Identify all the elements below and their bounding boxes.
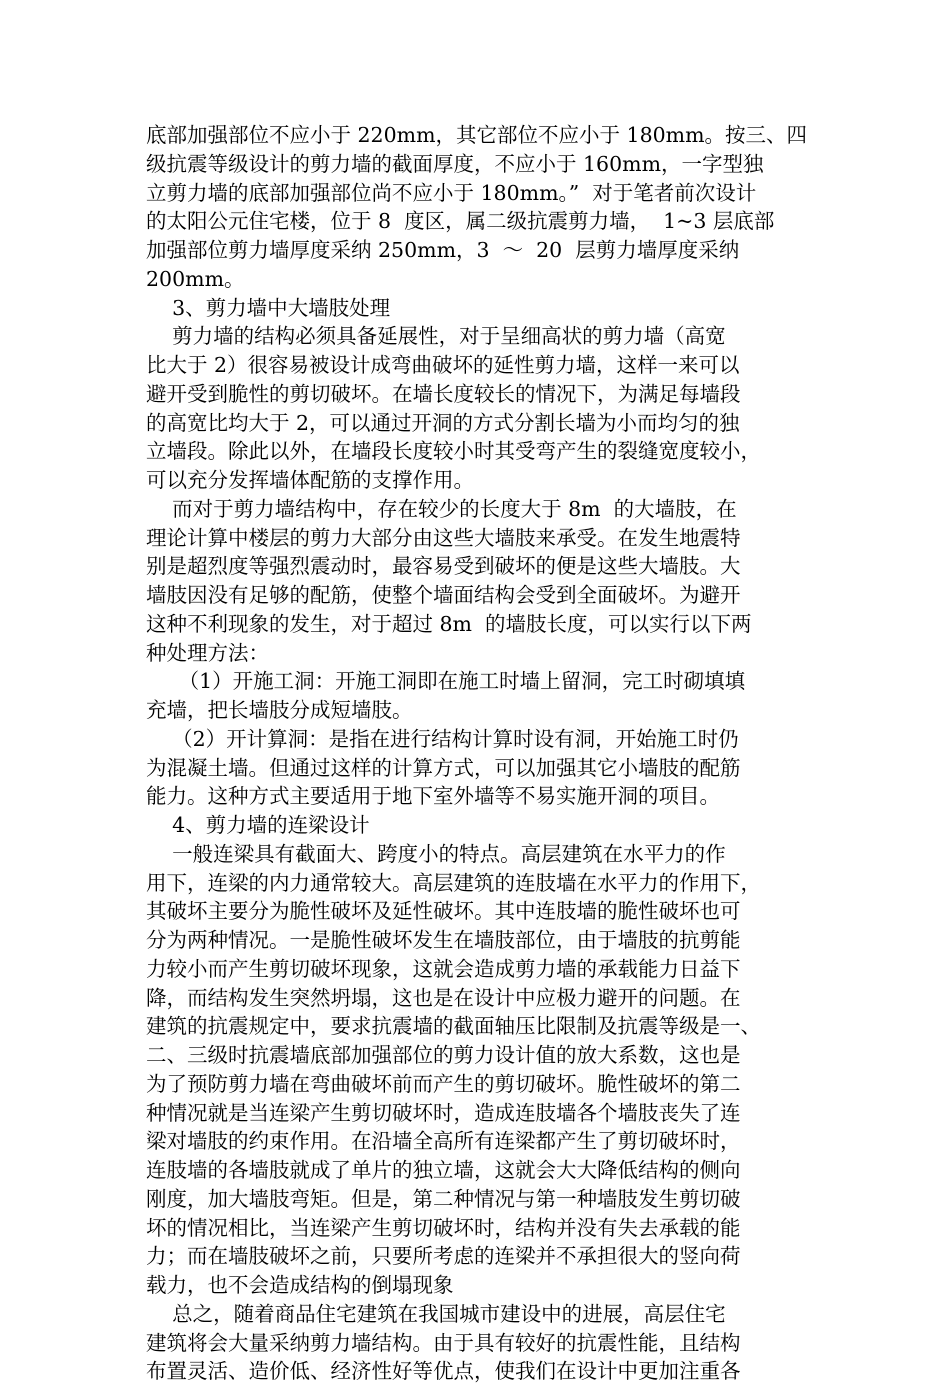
text-line: 为了预防剪力墙在弯曲破坏前而产生的剪切破坏。脆性破坏的第二 [146,1071,741,1096]
text-line: 而对于剪力墙结构中，存在较少的长度大于 8m 的大墙肢，在 [146,496,737,521]
text-line: 墙肢因没有足够的配筋，使整个墙面结构会受到全面破坏。为避开 [146,583,741,607]
text-line: 加强部位剪力墙厚度采纳 250mm，3 ～ 20 层剪力墙厚度采纳 [146,238,740,262]
text-line: 力；而在墙肢破坏之前，只要所考虑的连梁并不承担很大的竖向荷 [146,1244,741,1269]
text-line: 梁对墙肢的约束作用。在沿墙全高所有连梁都产生了剪切破坏时， [146,1129,741,1154]
text-line: 降，而结构发生突然坍塌，这也是在设计中应极力避开的问题。在 [146,985,741,1010]
text-line: 立剪力墙的底部加强部位尚不应小于 180mm。” 对于笔者前次设计 [146,180,757,205]
section-heading: 3、剪力墙中大墙肢处理 [146,295,391,320]
text-line: 充墙，把长墙肢分成短墙肢。 [146,698,413,722]
text-line: 200mm。 [146,266,245,291]
list-item: （1）开施工洞：开施工洞即在施工时墙上留洞，完工时砌填填 [146,669,746,694]
text-line: 刚度，加大墙肢弯矩。但是，第二种情况与第一种墙肢发生剪切破 [146,1186,741,1211]
text-line: 坏的情况相比，当连梁产生剪切破坏时，结构并没有失去承载的能 [146,1215,741,1240]
text-line: 可以充分发挥墙体配筋的支撑作用。 [146,468,474,492]
text-line: 比大于 2）很容易被设计成弯曲破坏的延性剪力墙，这样一来可以 [146,353,740,377]
text-line: 布置灵活、造价低、经济性好等优点，使我们在设计中更加注重各 [146,1359,741,1384]
text-line: 级抗震等级设计的剪力墙的截面厚度，不应小于 160mm，一字型独 [146,151,764,176]
section-heading: 4、剪力墙的连梁设计 [146,813,370,837]
text-line: 立墙段。除此以外，在墙段长度较小时其受弯产生的裂缝宽度较小， [146,439,761,464]
text-line: 力较小而产生剪切破坏现象，这就会造成剪力墙的承载能力日益下 [146,956,741,981]
text-line: 建筑的抗震规定中，要求抗震墙的截面轴压比限制及抗震等级是一、 [146,1014,761,1039]
text-line: 避开受到脆性的剪切破坏。在墙长度较长的情况下，为满足每墙段 [146,381,741,406]
text-line: 载力，也不会造成结构的倒塌现象 [146,1273,454,1297]
text-line: 种处理方法： [146,640,269,665]
text-line: 建筑将会大量采纳剪力墙结构。由于具有较好的抗震性能，且结构 [146,1330,741,1355]
text-line: 这种不利现象的发生，对于超过 8m 的墙肢长度，可以实行以下两 [146,611,752,636]
text-line: 二、三级时抗震墙底部加强部位的剪力设计值的放大系数，这也是 [146,1043,741,1067]
text-line: 分为两种情况。一是脆性破坏发生在墙肢部位，由于墙肢的抗剪能 [146,928,741,952]
text-line: 剪力墙的结构必须具备延展性，对于呈细高状的剪力墙（高宽 [146,324,726,349]
text-line: 其破坏主要分为脆性破坏及延性破坏。其中连肢墙的脆性破坏也可 [146,899,741,924]
text-line: 底部加强部位不应小于 220mm，其它部位不应小于 180mm。按三、四 [146,123,808,147]
text-line: 别是超烈度等强烈震动时，最容易受到破坏的便是这些大墙肢。大 [146,554,741,579]
body-text [146,121,814,1386]
text-line: 用下，连梁的内力通常较大。高层建筑的连肢墙在水平力的作用下， [146,870,761,895]
text-line: 连肢墙的各墙肢就成了单片的独立墙，这就会大大降低结构的侧向 [146,1158,741,1182]
text-line: 的高宽比均大于 2，可以通过开洞的方式分割长墙为小而均匀的独 [146,410,740,435]
list-item: （2）开计算洞：是指在进行结构计算时设有洞，开始施工时仍 [146,726,739,751]
text-line: 一般连梁具有截面大、跨度小的特点。高层建筑在水平力的作 [146,841,726,866]
text-line: 为混凝土墙。但通过这样的计算方式，可以加强其它小墙肢的配筋 [146,755,741,780]
text-line: 能力。这种方式主要适用于地下室外墙等不易实施开洞的项目。 [146,784,720,809]
text-line: 总之，随着商品住宅建筑在我国城市建设中的进展，高层住宅 [146,1301,726,1326]
text-line: 种情况就是当连梁产生剪切破坏时，造成连肢墙各个墙肢丧失了连 [146,1100,741,1125]
text-line: 理论计算中楼层的剪力大部分由这些大墙肢来承受。在发生地震特 [146,525,741,550]
text-line: 的太阳公元住宅楼，位于 8 度区，属二级抗震剪力墙， 1~3 层底部 [146,209,775,234]
